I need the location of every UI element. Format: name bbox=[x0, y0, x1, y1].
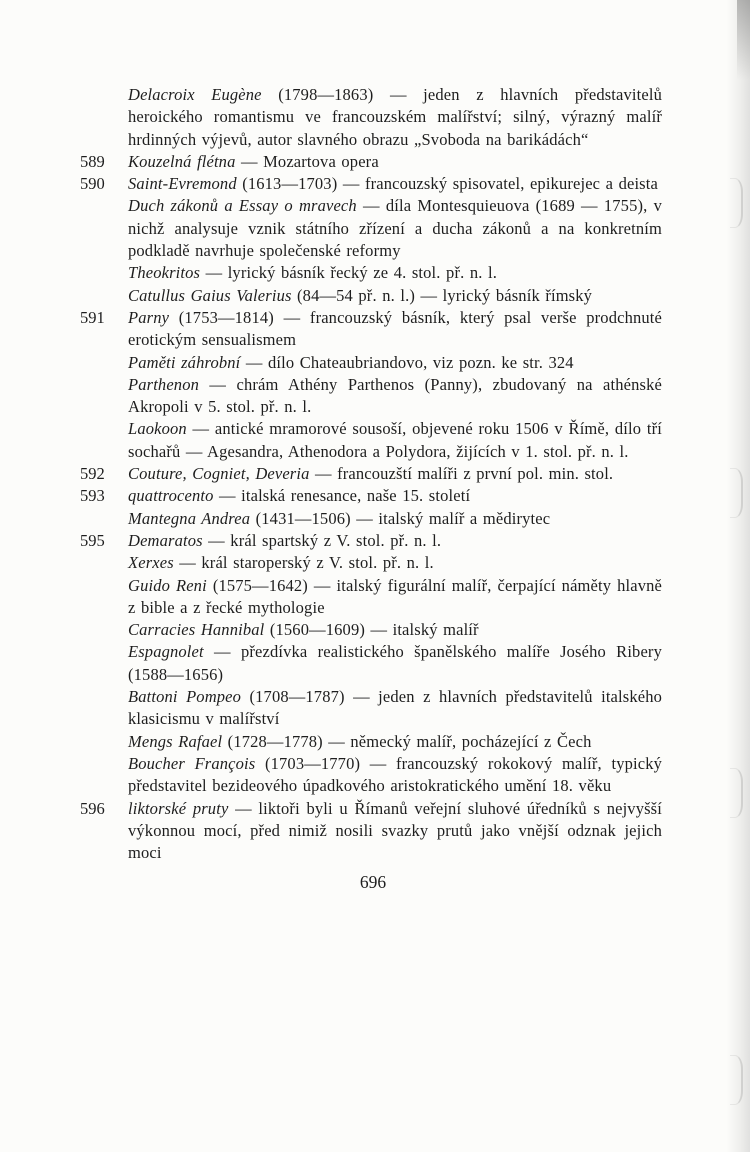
glossary-item bbox=[128, 731, 662, 753]
glossary-item bbox=[128, 352, 662, 374]
glossary-definition: — Mozartova opera bbox=[240, 151, 379, 171]
glossary-term: Duch zákonů a Essay o mravech bbox=[128, 196, 357, 216]
glossary-definition: (1613—1703) — francouzský spisovatel, epikurejec a deista bbox=[242, 174, 658, 194]
glossary-definition: (1798—1863) — jeden z hlavních představitelů heroického romantismu ve francouzském malířství; silný, výrazný malíř hrdinných výjevů, autor slavného obrazu „Svoboda na barikádách“ bbox=[128, 85, 662, 149]
page-curl-mark bbox=[730, 468, 743, 518]
glossary-term: Theokritos bbox=[128, 263, 201, 283]
glossary-item bbox=[128, 753, 662, 798]
glossary-term: Boucher François bbox=[128, 753, 256, 773]
glossary-definition: (84—54 př. n. l.) — lyrický básník římský bbox=[297, 285, 593, 305]
glossary-item bbox=[128, 575, 662, 620]
glossary-item bbox=[128, 84, 662, 151]
entry-591 bbox=[80, 307, 662, 463]
glossary-item bbox=[128, 151, 662, 173]
entry-595 bbox=[80, 530, 663, 798]
glossary-item bbox=[128, 619, 662, 641]
glossary-definition: — liktoři byli u Římanů veřejní sluhové úředníků s nejvyšší výkonnou mocí, před nimiž nosili svazky prutů jako vnější odznak jejich moci bbox=[128, 798, 662, 863]
glossary-term: Parny bbox=[128, 307, 170, 327]
glossary-term: liktorské pruty bbox=[128, 798, 229, 818]
glossary-definition: (1703—1770) — francouzský rokokový malíř, typický představitel bezideového úpadkového aristokratického umění 18. věku bbox=[128, 753, 662, 796]
glossary-item bbox=[128, 173, 662, 195]
glossary-term: Espagnolet bbox=[128, 642, 204, 662]
glossary-term: Delacroix Eugène bbox=[128, 85, 262, 104]
entry-number: 595 bbox=[80, 530, 105, 550]
glossary-item bbox=[128, 641, 662, 686]
page-curl-mark bbox=[730, 178, 743, 228]
entry-596 bbox=[80, 798, 662, 865]
entry-592 bbox=[80, 463, 662, 485]
glossary-item bbox=[128, 285, 662, 307]
glossary-definition: (1575—1642) — italský figurální malíř, čerpající náměty hlavně z bible a z řecké mythologie bbox=[128, 575, 662, 617]
page-curl-mark bbox=[730, 1055, 743, 1105]
entry-number: 589 bbox=[80, 151, 105, 171]
entry-589 bbox=[80, 151, 662, 173]
glossary-term: Kouzelná flétna bbox=[128, 151, 236, 171]
glossary-definition: — přezdívka realistického španělského malíře Josého Ribery (1588—1656) bbox=[128, 642, 662, 684]
glossary-term: Mantegna Andrea bbox=[128, 508, 251, 528]
entry-593 bbox=[80, 485, 662, 530]
glossary-term: Paměti záhrobní bbox=[128, 352, 241, 372]
glossary-definition: (1753—1814) — francouzský básník, který psal verše prodchnuté erotickým sensualismem bbox=[128, 307, 662, 350]
glossary-content bbox=[80, 84, 663, 893]
glossary-item bbox=[128, 508, 662, 530]
glossary-term: Mengs Rafael bbox=[128, 731, 223, 751]
glossary-term: Carracies Hannibal bbox=[128, 620, 265, 640]
glossary-item bbox=[128, 374, 662, 419]
scan-edge-shadow bbox=[726, 0, 750, 1152]
page-number: 696 bbox=[359, 872, 387, 893]
glossary-definition: (1708—1787) — jeden z hlavních představitelů italského klasicismu v malířství bbox=[128, 687, 663, 729]
scan-corner-shadow bbox=[737, 0, 750, 80]
glossary-definition: — lyrický básník řecký ze 4. stol. př. n. l. bbox=[205, 263, 498, 283]
entry-delacroix bbox=[128, 84, 662, 151]
glossary-item bbox=[128, 530, 662, 552]
glossary-definition: (1728—1778) — německý malíř, pocházející z Čech bbox=[227, 731, 592, 751]
glossary-term: quattrocento bbox=[128, 486, 214, 506]
glossary-definition: (1431—1506) — italský malíř a mědirytec bbox=[255, 508, 551, 528]
glossary-item bbox=[128, 195, 662, 262]
glossary-item bbox=[128, 307, 662, 352]
glossary-item bbox=[128, 686, 662, 731]
glossary-term: Catullus Gaius Valerius bbox=[128, 285, 292, 305]
glossary-definition: — král staroperský z V. stol. př. n. l. bbox=[179, 553, 434, 573]
glossary-term: Battoni Pompeo bbox=[128, 687, 242, 707]
glossary-term: Laokoon bbox=[128, 419, 187, 439]
glossary-item bbox=[128, 552, 662, 574]
glossary-definition: — díla Montesquieuova (1689 — 1755), v nichž analysuje vznik státního zřízení a ducha zákonů a na konkretním podkladě navrhuje společenské reformy bbox=[128, 196, 662, 261]
glossary-definition: — král spartský z V. stol. př. n. l. bbox=[208, 530, 442, 550]
page-curl-mark bbox=[730, 768, 743, 818]
glossary-term: Parthenon bbox=[128, 374, 200, 394]
entry-number: 593 bbox=[80, 486, 105, 506]
glossary-definition: — dílo Chateaubriandovo, viz pozn. ke str. 324 bbox=[245, 352, 574, 372]
glossary-definition: — italská renesance, naše 15. století bbox=[219, 486, 471, 506]
glossary-term: Saint-Evremond bbox=[128, 174, 237, 194]
glossary-term: Demaratos bbox=[128, 530, 203, 550]
glossary-definition: (1560—1609) — italský malíř bbox=[269, 620, 479, 640]
glossary-definition: — chrám Athény Parthenos (Panny), zbudovaný na athénské Akropoli v 5. stol. př. n. l. bbox=[128, 374, 662, 417]
entry-number: 590 bbox=[80, 174, 105, 194]
glossary-term: Xerxes bbox=[128, 553, 174, 573]
glossary-term: Guido Reni bbox=[128, 575, 207, 595]
glossary-item bbox=[128, 418, 662, 463]
entry-number: 591 bbox=[80, 307, 105, 327]
entry-590 bbox=[80, 173, 662, 307]
glossary-definition: — francouzští malíři z první pol. min. stol. bbox=[315, 464, 614, 484]
glossary-item bbox=[128, 798, 662, 865]
glossary-item bbox=[128, 262, 662, 284]
glossary-item bbox=[128, 463, 662, 485]
entry-number: 596 bbox=[80, 798, 105, 818]
glossary-item bbox=[128, 485, 662, 507]
entry-number: 592 bbox=[80, 464, 105, 484]
glossary-term: Couture, Cogniet, Deveria bbox=[128, 464, 310, 484]
glossary-definition: — antické mramorové sousoší, objevené roku 1506 v Římě, dílo tří sochařů — Agesandra, Athenodora a Polydora, žijících v 1. stol. př. n. l. bbox=[128, 419, 662, 461]
